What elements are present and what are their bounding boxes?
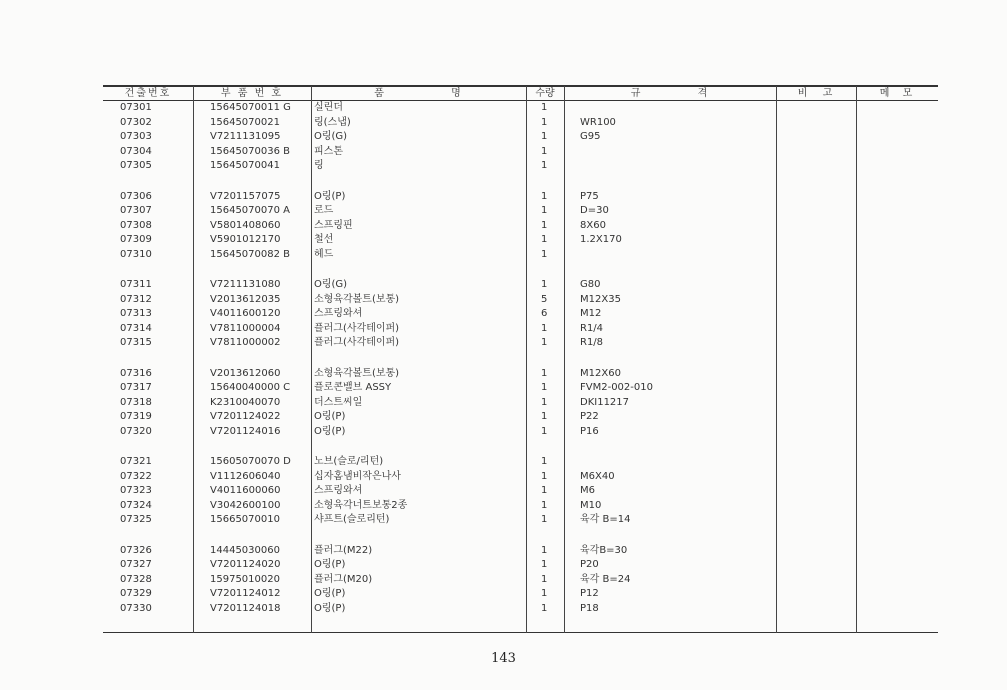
cell-qty: 1 [541,470,548,482]
header-spec: 규 격 [630,88,710,99]
cell-part-no: 15645070082 B [210,248,291,260]
cell-qty: 1 [541,559,548,571]
cell-part-no: V7811000002 [210,337,281,349]
cell-qty: 1 [541,102,548,113]
cell-part-name: O링(G) [314,131,348,143]
cell-part-name: 플러그(M20) [314,573,373,585]
cell-part-name: 헤드 [314,248,334,260]
cell-spec: M12X35 [580,293,621,305]
cell-spec: P18 [580,602,599,614]
cell-item-no: 07315 [120,337,152,349]
cell-qty: 6 [541,308,548,320]
header-remarks: 비 고 [797,88,835,99]
cell-spec: 1.2X170 [580,234,622,246]
cell-part-no: 15645070070 A [210,205,291,217]
cell-part-no: V5901012170 [210,234,281,246]
cell-part-name: 스프링와셔 [314,485,363,497]
cell-part-name: 더스트씨일 [314,396,363,408]
header-part-no: 부 품 번 호 [220,88,284,99]
cell-part-no: 15605070070 D [210,456,291,467]
cell-qty: 1 [541,322,548,334]
cell-qty: 1 [541,190,548,202]
column-divider [311,86,312,633]
cell-spec: FVM2-002-010 [580,382,653,394]
cell-item-no: 07313 [120,308,152,320]
cell-part-name: 철선 [314,234,334,246]
cell-qty: 1 [541,514,548,526]
cell-item-no: 07310 [120,248,152,260]
cell-qty: 1 [541,396,548,408]
cell-part-name: O링(P) [314,559,346,571]
cell-part-name: 플러그(사각테이퍼) [314,322,400,334]
cell-qty: 1 [541,573,548,585]
cell-part-name: 로드 [314,205,334,217]
cell-spec: G80 [580,279,601,290]
cell-part-no: V7211131080 [210,279,281,290]
cell-part-no: V2013612060 [210,367,281,379]
column-divider [776,86,777,633]
cell-qty: 1 [541,485,548,497]
cell-part-no: V7811000004 [210,322,281,334]
cell-item-no: 07302 [120,116,152,128]
cell-item-no: 07329 [120,588,152,600]
cell-item-no: 07318 [120,396,152,408]
cell-part-name: O링(P) [314,190,346,202]
cell-item-no: 07305 [120,160,152,172]
cell-item-no: 07322 [120,470,152,482]
cell-item-no: 07328 [120,573,152,585]
cell-spec: WR100 [580,116,616,128]
cell-item-no: 07304 [120,145,152,157]
cell-part-no: 14445030060 [210,544,280,556]
cell-item-no: 07312 [120,293,152,305]
cell-item-no: 07308 [120,219,152,231]
cell-qty: 1 [541,337,548,349]
cell-spec: DKI11217 [580,396,630,408]
cell-part-name: 링(스냅) [314,116,351,128]
cell-item-no: 07306 [120,190,152,202]
cell-spec: R1/8 [580,337,604,349]
cell-qty: 1 [541,219,548,231]
cell-qty: 1 [541,131,548,143]
cell-qty: 1 [541,499,548,511]
table-bottom-rule [103,632,938,633]
column-divider [526,86,527,633]
cell-part-name: 노브(슬로/리턴) [314,456,384,467]
cell-spec: D=30 [580,205,609,217]
cell-part-name: 소형육각너트보통2종 [314,499,408,511]
cell-part-no: V7201157075 [210,190,281,202]
cell-item-no: 07311 [120,279,152,290]
cell-item-no: 07320 [120,425,152,437]
cell-qty: 1 [541,145,548,157]
cell-item-no: 07321 [120,456,152,467]
cell-part-no: 15645070041 [210,160,280,172]
cell-item-no: 07301 [120,102,152,113]
cell-part-no: 15665070010 [210,514,280,526]
cell-part-no: V3042600100 [210,499,281,511]
cell-qty: 5 [541,293,548,305]
cell-part-name: O링(P) [314,602,346,614]
cell-part-name: 피스톤 [314,145,343,157]
cell-qty: 1 [541,160,548,172]
cell-part-no: V5801408060 [210,219,281,231]
cell-item-no: 07325 [120,514,152,526]
cell-qty: 1 [541,425,548,437]
cell-spec: 육각B=30 [580,544,628,556]
cell-spec: 육각 B=24 [580,573,631,585]
cell-spec: P75 [580,190,599,202]
cell-spec: G95 [580,131,601,143]
cell-item-no: 07303 [120,131,152,143]
cell-item-no: 07326 [120,544,152,556]
cell-qty: 1 [541,205,548,217]
cell-part-name: O링(P) [314,425,346,437]
cell-spec: M12 [580,308,602,320]
cell-part-no: V2013612035 [210,293,281,305]
cell-qty: 1 [541,382,548,394]
header-qty: 수량 [535,88,555,99]
cell-item-no: 07309 [120,234,152,246]
header-part-name: 품 명 [374,88,463,99]
column-divider [564,86,565,633]
cell-part-name: 플로콘밸브 ASSY [314,382,392,394]
cell-part-name: 소형육각볼트(보통) [314,367,400,379]
cell-spec: M6 [580,485,595,497]
column-divider [856,86,857,633]
page-number: 143 [491,651,516,666]
cell-qty: 1 [541,456,548,467]
cell-part-no: V4011600060 [210,485,281,497]
cell-part-name: 샤프트(슬로리턴) [314,514,390,526]
cell-part-name: 링 [314,160,324,172]
cell-part-name: 소형육각볼트(보통) [314,293,400,305]
cell-part-name: O링(G) [314,279,348,290]
cell-item-no: 07327 [120,559,152,571]
cell-spec: M10 [580,499,602,511]
cell-qty: 1 [541,544,548,556]
cell-item-no: 07317 [120,382,152,394]
cell-spec: M6X40 [580,470,615,482]
cell-part-name: 스프링와셔 [314,308,363,320]
cell-part-name: 플러그(사각테이퍼) [314,337,400,349]
cell-part-name: 스프링핀 [314,219,353,231]
cell-spec: R1/4 [580,322,604,334]
cell-qty: 1 [541,234,548,246]
cell-part-no: 15645070011 G [210,102,291,113]
cell-part-no: V7201124016 [210,425,281,437]
header-item-no: 건출번호 [124,88,172,99]
cell-part-no: 15975010020 [210,573,280,585]
cell-item-no: 07307 [120,205,152,217]
cell-part-name: O링(P) [314,588,346,600]
cell-qty: 1 [541,367,548,379]
column-divider [193,86,194,633]
cell-item-no: 07330 [120,602,152,614]
cell-qty: 1 [541,411,548,423]
cell-item-no: 07316 [120,367,152,379]
cell-spec: P20 [580,559,599,571]
cell-spec: P12 [580,588,599,600]
cell-qty: 1 [541,602,548,614]
cell-part-no: 15645070036 B [210,145,291,157]
cell-item-no: 07314 [120,322,152,334]
cell-part-no: V1112606040 [210,470,281,482]
cell-part-name: 십자홈냄비작은나사 [314,470,401,482]
cell-spec: P16 [580,425,599,437]
cell-spec: 8X60 [580,219,606,231]
cell-part-no: V7201124020 [210,559,281,571]
cell-qty: 1 [541,588,548,600]
cell-item-no: 07323 [120,485,152,497]
cell-spec: P22 [580,411,599,423]
cell-part-name: O링(P) [314,411,346,423]
cell-qty: 1 [541,248,548,260]
cell-item-no: 07319 [120,411,152,423]
cell-part-no: V7201124018 [210,602,281,614]
cell-part-no: V4011600120 [210,308,281,320]
cell-item-no: 07324 [120,499,152,511]
cell-spec: 육각 B=14 [580,514,631,526]
cell-part-no: V7201124012 [210,588,281,600]
header-memo: 메 모 [879,88,915,99]
cell-spec: M12X60 [580,367,621,379]
cell-part-name: 실린더 [314,102,343,113]
cell-part-no: 15640040000 C [210,382,291,394]
cell-part-no: V7201124022 [210,411,281,423]
cell-part-name: 플러그(M22) [314,544,373,556]
cell-part-no: K2310040070 [210,396,281,408]
cell-part-no: V7211131095 [210,131,281,143]
cell-qty: 1 [541,116,548,128]
cell-qty: 1 [541,279,548,290]
cell-part-no: 15645070021 [210,116,280,128]
